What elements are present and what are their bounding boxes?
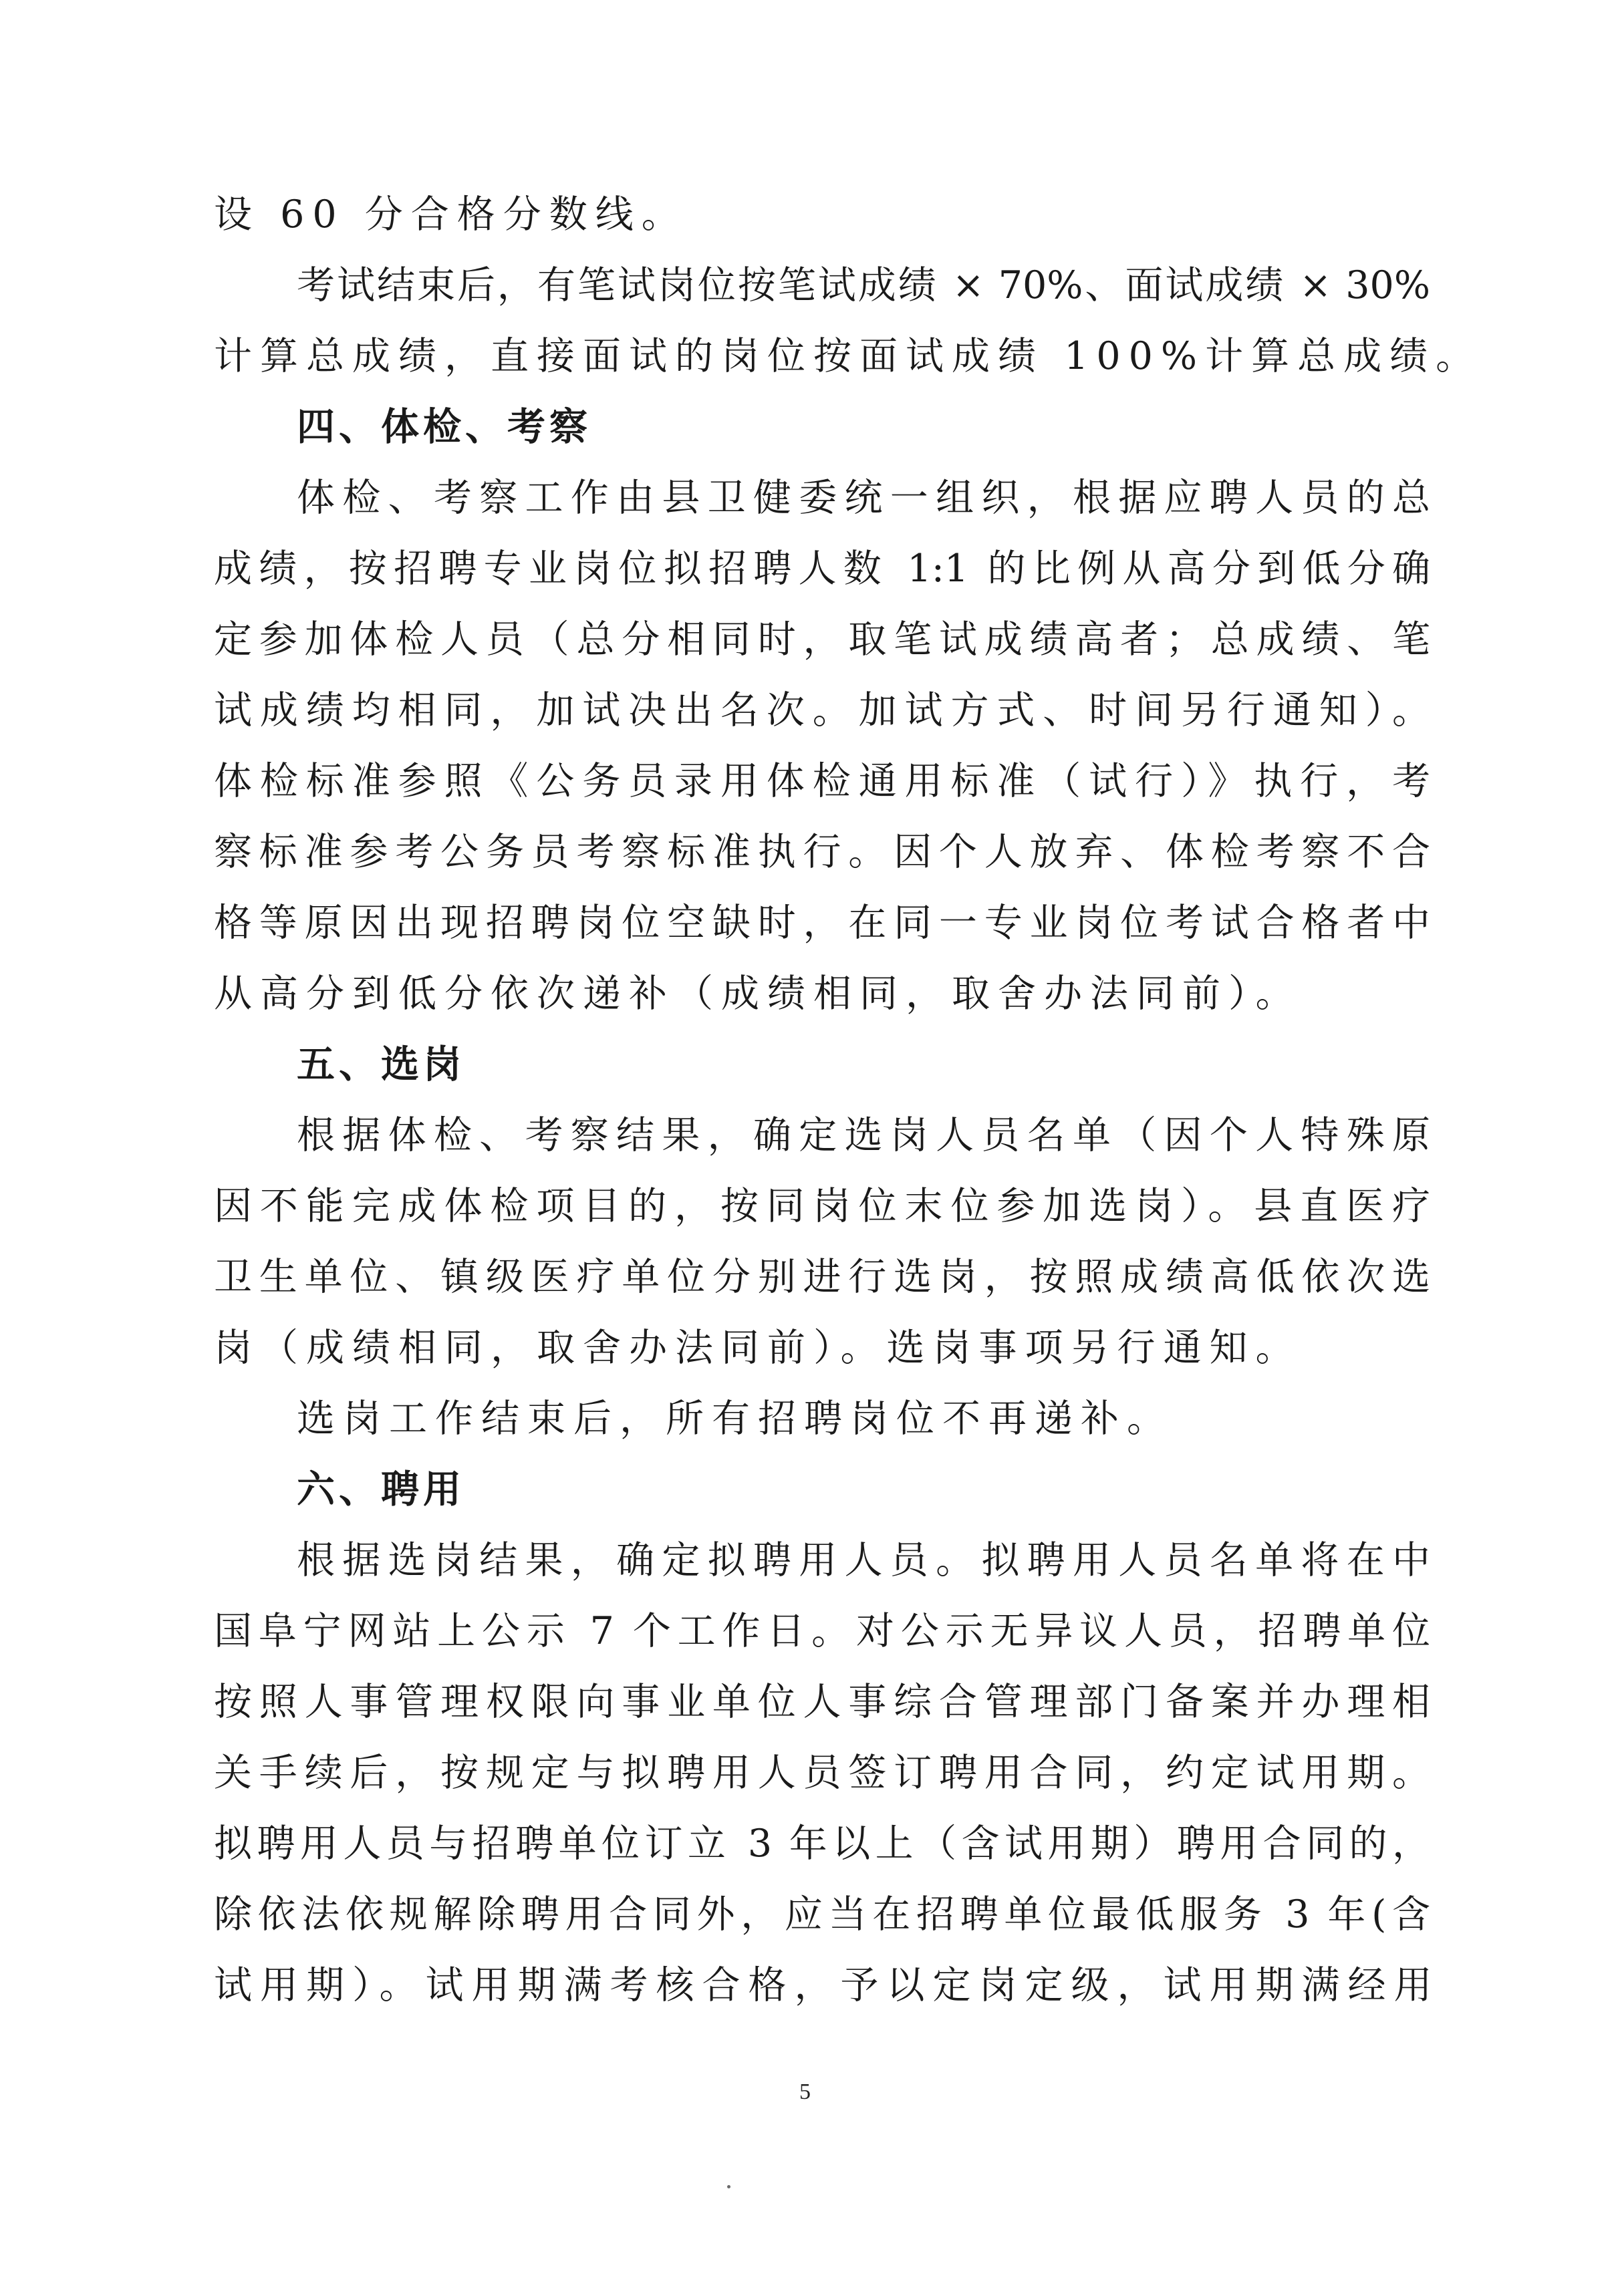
text-line: 国阜宁网站上公示 7 个工作日。对公示无异议人员，招聘单位: [214, 1609, 1430, 1653]
section-heading: [214, 392, 1430, 462]
paragraph: [214, 1525, 1440, 2021]
text-line: 试成绩均相同，加试决出名次。加试方式、时间另行通知）。: [214, 688, 1430, 732]
text-line: 因不能完成体检项目的，按同岗位末位参加选岗）。县直医疗: [214, 1184, 1430, 1228]
document-body: [214, 179, 1482, 2021]
text-line: 关手续后，按规定与拟聘用人员签订聘用合同，约定试用期。: [214, 1751, 1430, 1795]
text-line: 五、选岗: [297, 1042, 465, 1087]
text-line: 拟聘用人员与招聘单位订立 3 年以上（含试用期）聘用合同的，: [214, 1822, 1430, 1866]
text-line: 考试结束后，有笔试岗位按笔试成绩 × 70%、面试成绩 × 30%: [297, 263, 1430, 307]
paragraph: [214, 1383, 1430, 1454]
text-line: 试用期）。试用期满考核合格，予以定岗定级，试用期满经用: [214, 1963, 1440, 2007]
text-line: 体检、考察工作由县卫健委统一组织，根据应聘人员的总: [297, 476, 1430, 520]
paragraph: [214, 250, 1482, 392]
text-line: 体检标准参照《公务员录用体检通用标准（试行）》执行，考: [214, 759, 1430, 803]
text-line: 定参加体检人员（总分相同时，取笔试成绩高者；总成绩、笔: [214, 617, 1430, 662]
section-heading: [214, 1454, 1430, 1525]
text-line: 选岗工作结束后，所有招聘岗位不再递补。: [297, 1397, 1173, 1441]
section-heading: [214, 1029, 1430, 1100]
text-line: 计算总成绩，直接面试的岗位按面试成绩 100%计算总成绩。: [214, 334, 1482, 378]
scan-speck: [727, 2185, 730, 2188]
paragraph: [214, 462, 1430, 1029]
text-line: 除依法依规解除聘用合同外，应当在招聘单位最低服务 3 年(含: [214, 1892, 1430, 1936]
text-line: 根据选岗结果，确定拟聘用人员。拟聘用人员名单将在中: [297, 1538, 1430, 1582]
text-line: 根据体检、考察结果，确定选岗人员名单（因个人特殊原: [297, 1113, 1430, 1157]
text-line: 设 60 分合格分数线。: [214, 192, 688, 237]
text-line: 从高分到低分依次递补（成绩相同，取舍办法同前）。: [214, 972, 1302, 1016]
text-line: 六、聘用: [297, 1467, 465, 1512]
text-line: 成绩，按招聘专业岗位拟招聘人数 1:1 的比例从高分到低分确: [214, 547, 1430, 591]
text-line: 察标准参考公务员考察标准执行。因个人放弃、体检考察不合: [214, 830, 1430, 874]
paragraph: [214, 1100, 1430, 1383]
text-line: 四、体检、考察: [297, 405, 591, 449]
text-line: 格等原因出现招聘岗位空缺时，在同一专业岗位考试合格者中: [214, 901, 1430, 945]
text-line: 按照人事管理权限向事业单位人事综合管理部门备案并办理相: [214, 1680, 1430, 1724]
paragraph: [214, 179, 1430, 250]
page-number: 5: [799, 2079, 811, 2104]
text-line: 岗（成绩相同，取舍办法同前）。选岗事项另行通知。: [214, 1326, 1302, 1370]
text-line: 卫生单位、镇级医疗单位分别进行选岗，按照成绩高低依次选: [214, 1255, 1430, 1299]
